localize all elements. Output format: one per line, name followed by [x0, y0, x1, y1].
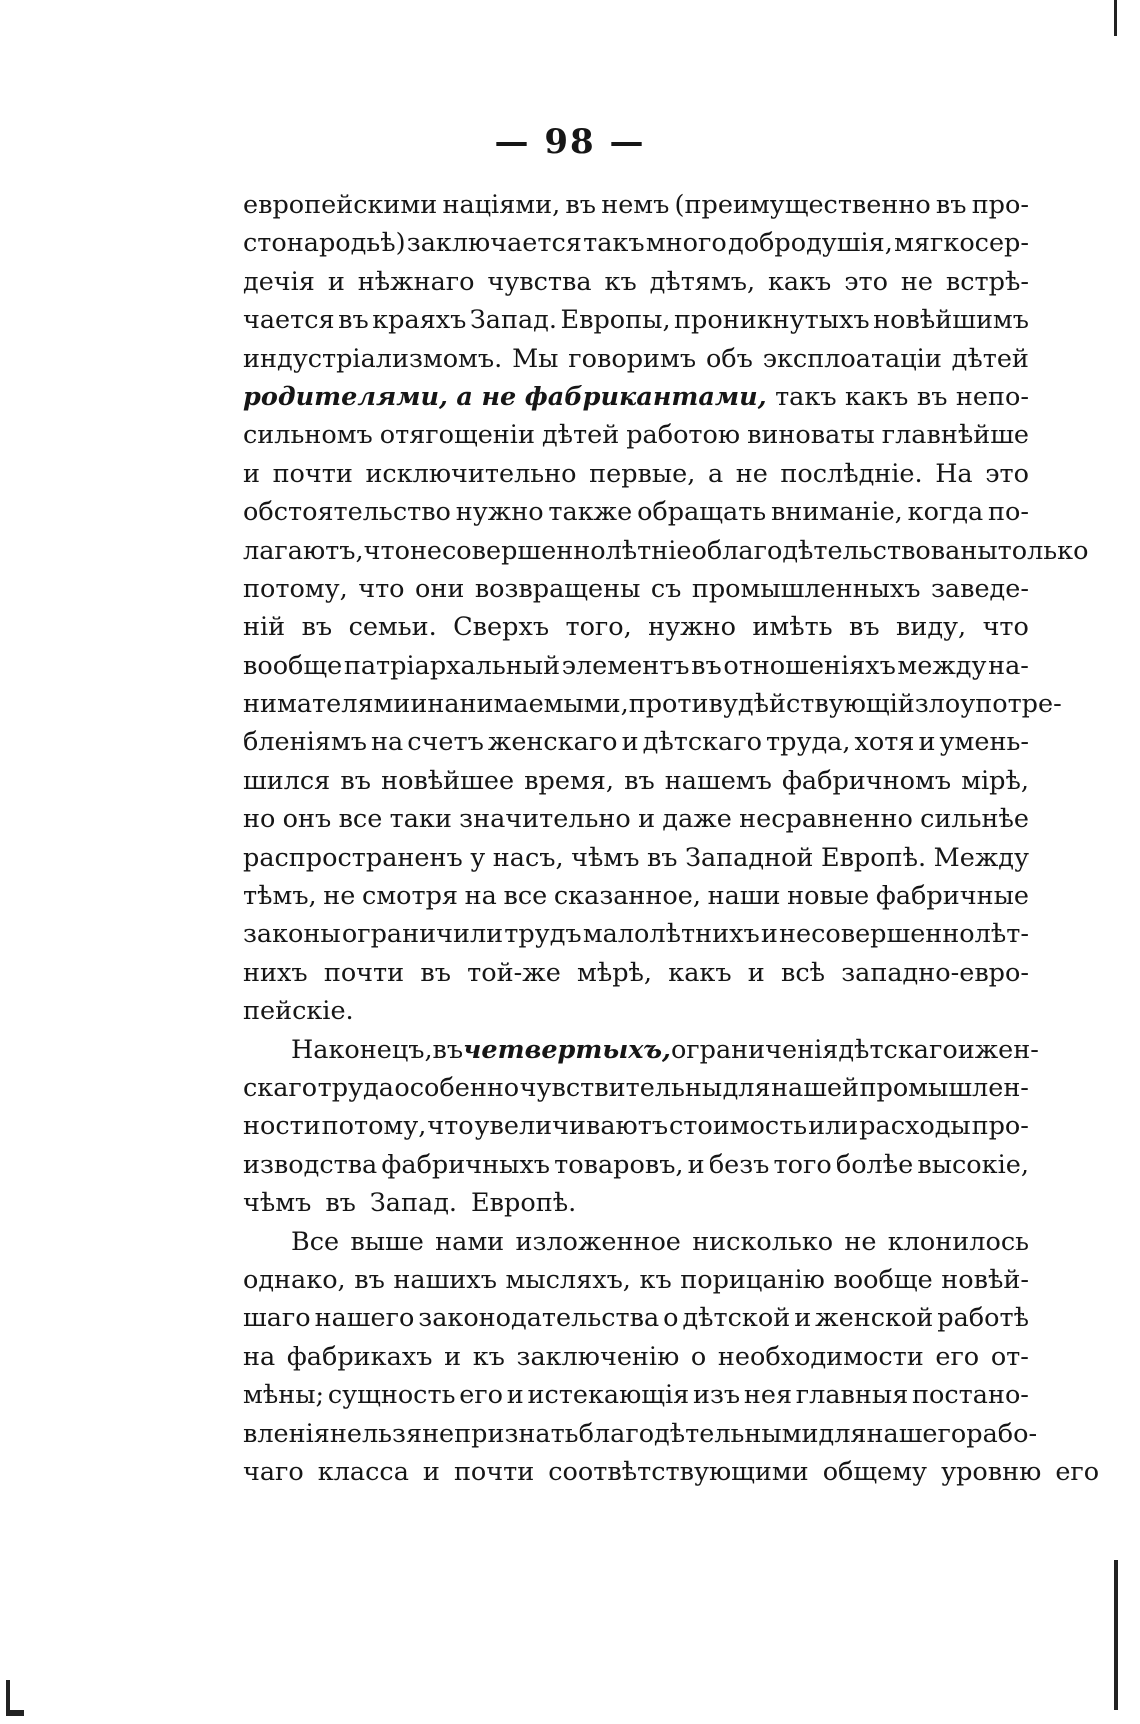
- text-line: ности потому, что увеличиваютъ стоимость или расходы про-: [243, 1111, 1029, 1142]
- text-line: тѣмъ, не смотря на все сказанное, наши новые фабричные: [243, 881, 1029, 912]
- text-line: шаго нашего законодательства о дѣтской и женской работѣ: [243, 1303, 1029, 1334]
- text-line: чаго класса и почти соотвѣтствующими общему уровню его: [243, 1456, 1100, 1487]
- text-line: сильномъ отягощеніи дѣтей работою виноваты главнѣйше: [243, 420, 1029, 451]
- text-line: изводства фабричныхъ товаровъ, и безъ того болѣе высокіе,: [243, 1149, 1029, 1180]
- text-line: Наконецъ, въ четвертыхъ, ограниченія дѣтскаго и жен-: [291, 1034, 1039, 1065]
- text-line: мѣны; сущность его и истекающія изъ нея главныя постано-: [243, 1380, 1029, 1411]
- text-line: и почти исключительно первые, а не послѣдніе. На это: [243, 458, 1029, 489]
- text-line: чѣмъ въ Запад. Европѣ.: [243, 1188, 577, 1219]
- text-line: распространенъ у насъ, чѣмъ въ Западной Европѣ. Между: [243, 842, 1029, 873]
- text-line: вленія нельзя не признать благодѣтельными для нашего рабо-: [243, 1418, 1038, 1449]
- text-line: на фабрикахъ и къ заключенію о необходимости его от-: [243, 1341, 1029, 1372]
- text-line: индустріализмомъ. Мы говоримъ объ эксплоатаціи дѣтей: [243, 343, 1029, 374]
- text-line: однако, въ нашихъ мысляхъ, къ порицанію вообще новѣй-: [243, 1264, 1029, 1295]
- scan-corner-mark: [6, 1680, 24, 1716]
- text-line: шился въ новѣйшее время, въ нашемъ фабричномъ мірѣ,: [243, 765, 1029, 796]
- scan-edge-line-top: [1114, 0, 1117, 36]
- text-line: чается въ краяхъ Запад. Европы, проникнутыхъ новѣйшимъ: [243, 305, 1029, 336]
- body-text: [243, 186, 1100, 1491]
- text-line: стонародьѣ) заключается такъ много добродушія, мягкосер-: [243, 228, 1029, 259]
- text-line: потому, что они возвращены съ промышленныхъ заведе-: [243, 573, 1029, 604]
- text-line: дечія и нѣжнаго чувства къ дѣтямъ, какъ это не встрѣ-: [243, 266, 1029, 297]
- text-line: вообще патріархальный элементъ въ отношеніяхъ между на-: [243, 650, 1029, 681]
- text-line: родителями, а не фабрикантами, такъ какъ въ непо-: [243, 381, 1029, 412]
- text-line: скаго труда особенно чувствительны для нашей промышлен-: [243, 1072, 1029, 1103]
- text-line: нимателями и нанимаемыми, противудѣйствующій злоупотре-: [243, 689, 1062, 720]
- text-line: законы ограничили трудъ малолѣтнихъ и несовершеннолѣт-: [243, 919, 1029, 950]
- text-line: ній въ семьи. Сверхъ того, нужно имѣть въ виду, что: [243, 612, 1029, 643]
- text-line: обстоятельство нужно также обращать вниманіе, когда по-: [243, 497, 1029, 528]
- text-line: европейскими націями, въ немъ (преимущественно въ про-: [243, 190, 1029, 220]
- text-line: бленіямъ на счетъ женскаго и дѣтскаго труда, хотя и умень-: [243, 727, 1029, 758]
- scan-edge-line-bottom: [1114, 1560, 1118, 1710]
- text-line: но онъ все таки значительно и даже несравненно сильнѣе: [243, 804, 1029, 835]
- page-number: — 98 —: [494, 122, 646, 162]
- text-line: пейскіе.: [243, 996, 354, 1027]
- text-line: Все выше нами изложенное нисколько не клонилось: [291, 1226, 1029, 1257]
- text-line: лагаютъ, что несовершеннолѣтніе облагодѣтельствованы только: [243, 535, 1089, 566]
- text-line: нихъ почти въ той-же мѣрѣ, какъ и всѣ западно-евро-: [243, 957, 1029, 988]
